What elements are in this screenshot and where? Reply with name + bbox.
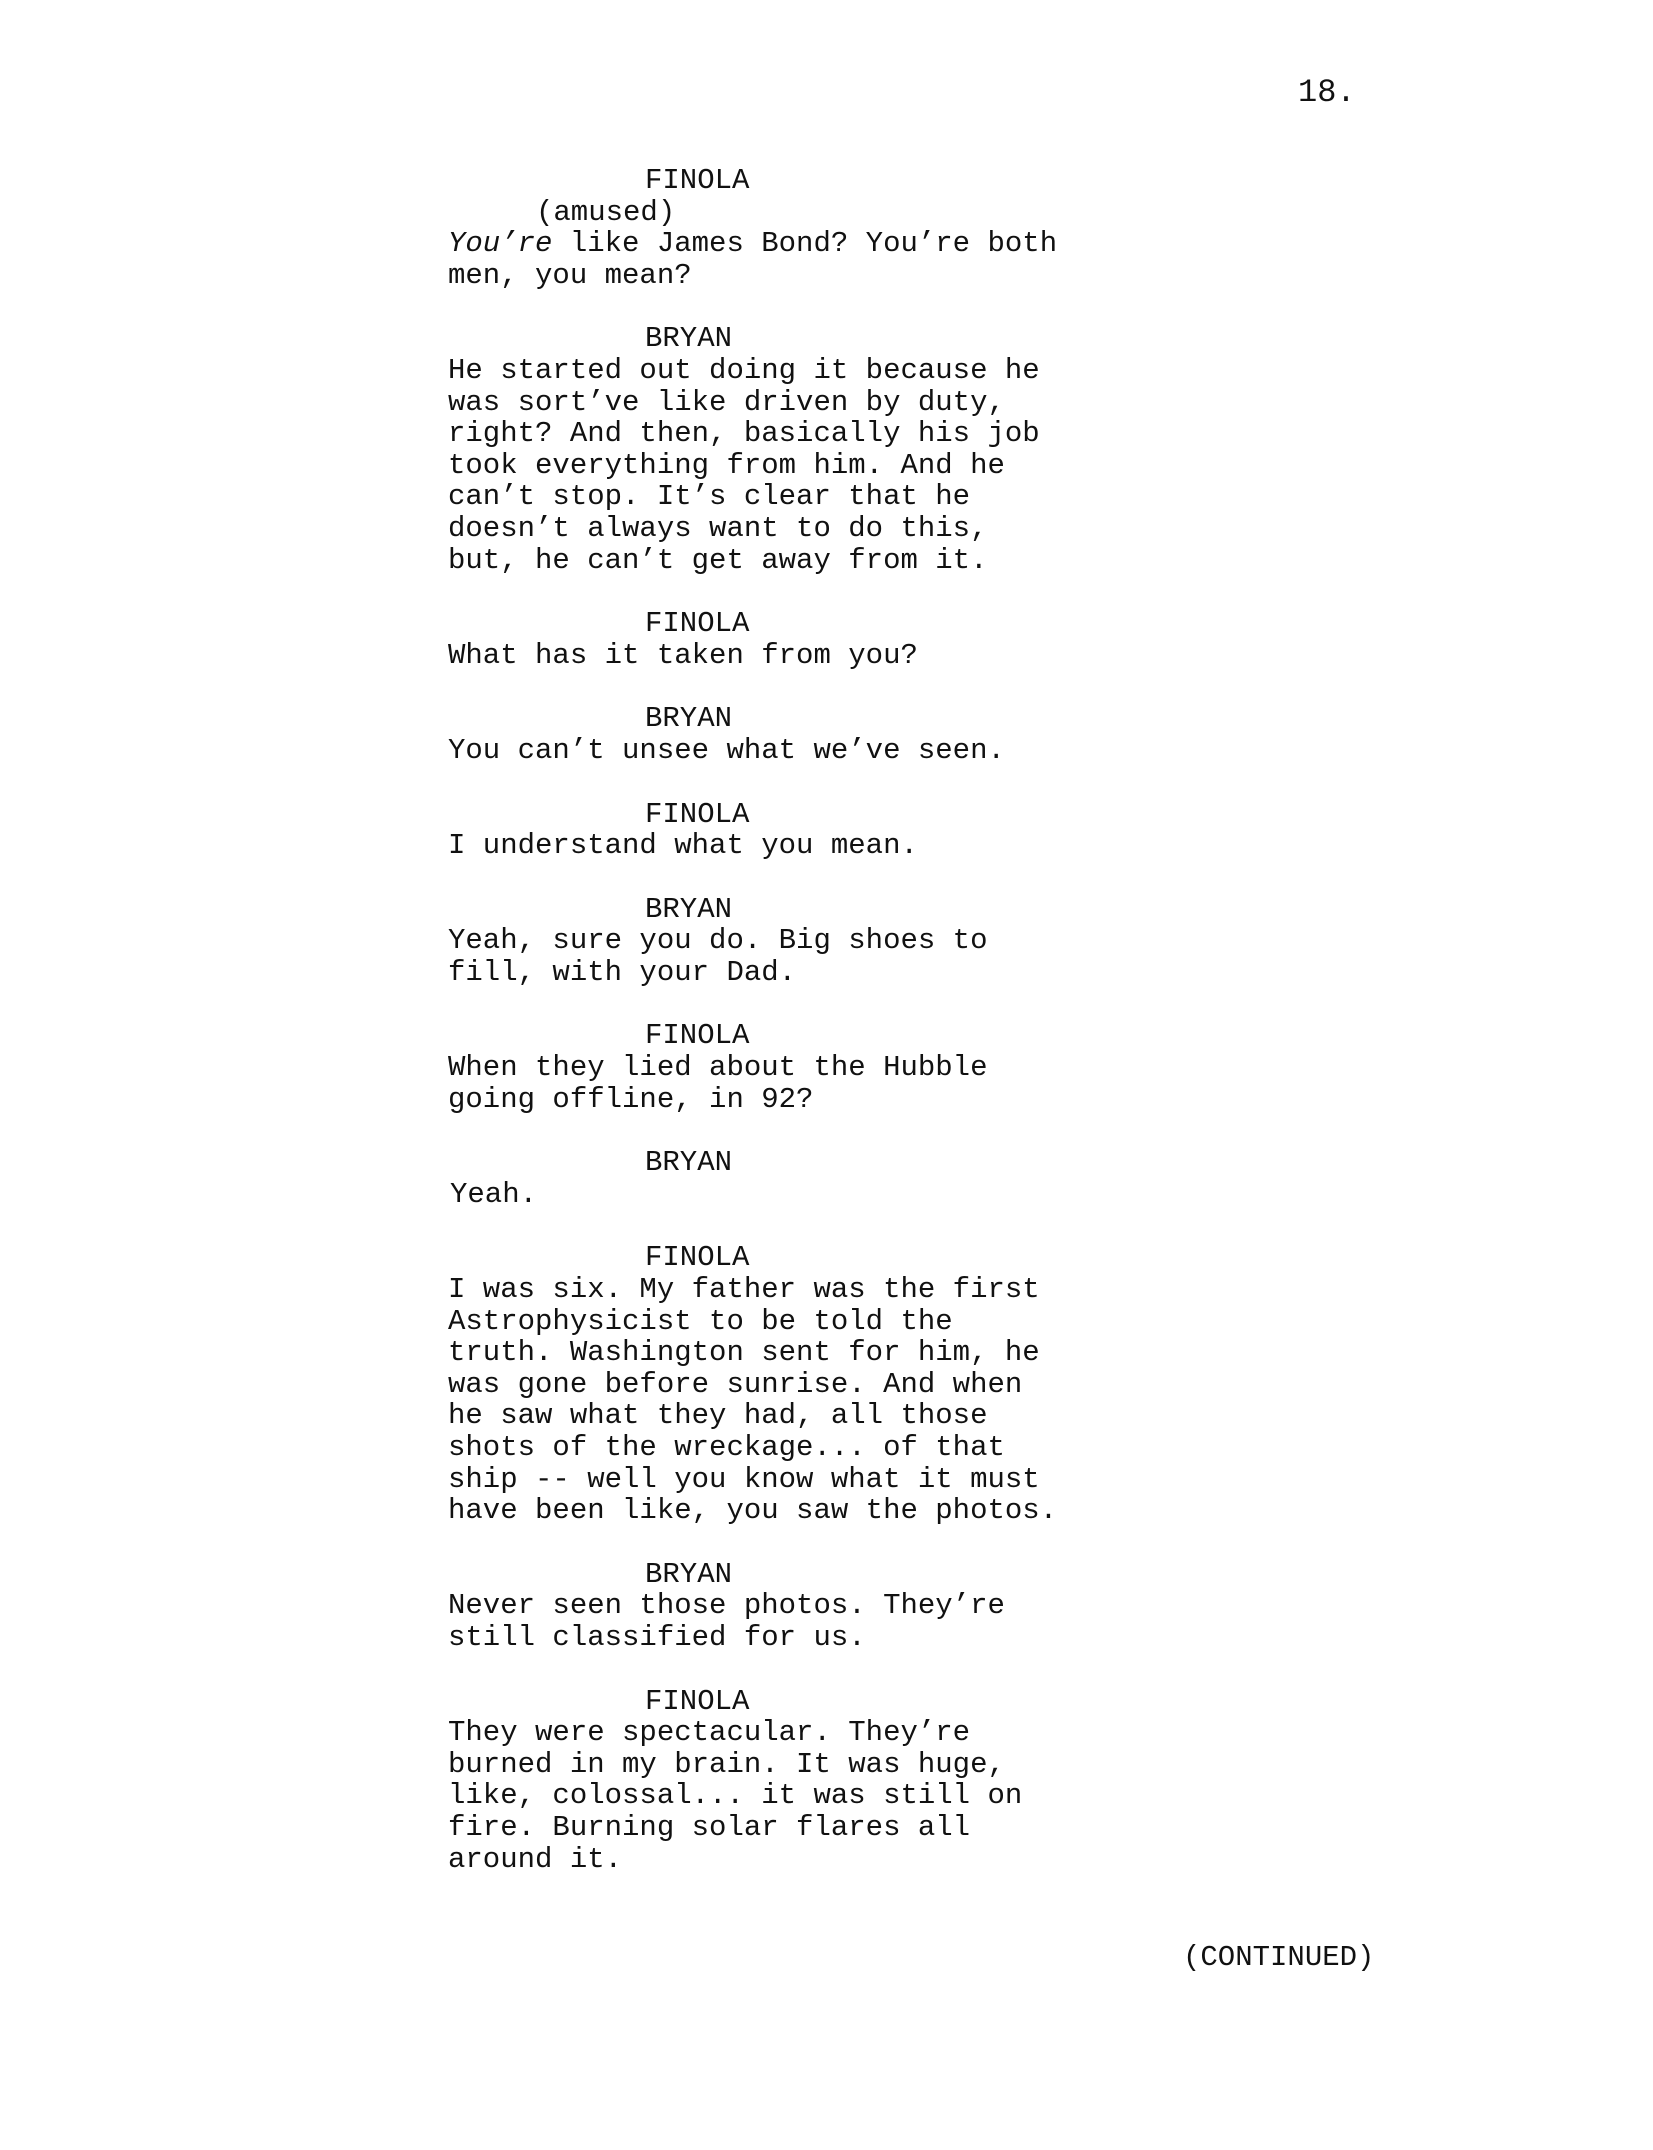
character-name: FINOLA bbox=[645, 1684, 750, 1718]
character-name: FINOLA bbox=[645, 164, 750, 197]
dialogue-text: He started out doing it because he was sort’ve like driven by duty, right? And then, basically his job took everything from him. And he can’t stop. It’s clear that he doesn’t always want to do this, but, he can’t get away from it. bbox=[448, 353, 1040, 577]
dialogue-text-rest: like James Bond? You’re both bbox=[552, 227, 1058, 261]
dialogue-text: Yeah. bbox=[450, 1177, 538, 1211]
dialogue-block bbox=[448, 323, 1228, 576]
dialogue-block bbox=[448, 1147, 1228, 1210]
character-name: FINOLA bbox=[645, 797, 750, 831]
dialogue-block bbox=[448, 1020, 1228, 1115]
dialogue-text: I understand what you mean. bbox=[448, 829, 918, 863]
dialogue-text-continued: men, you mean? bbox=[448, 258, 692, 292]
dialogue-text: Never seen those photos. They’re still classified for us. bbox=[448, 1589, 1005, 1654]
dialogue-block bbox=[448, 799, 1228, 862]
dialogue-block bbox=[448, 1559, 1228, 1654]
character-name: BRYAN bbox=[645, 322, 733, 356]
character-name: BRYAN bbox=[645, 1557, 733, 1591]
dialogue-text: I was six. My father was the first Astrophysicist to be told the truth. Washington sent for him, he was gone before sunrise. And when he saw what they had, all those shots of the wreckage... of that ship -- well you know what it must have been like, you saw the photos. bbox=[448, 1273, 1058, 1528]
character-name: FINOLA bbox=[645, 1241, 750, 1275]
dialogue-block bbox=[448, 165, 1228, 291]
character-name: FINOLA bbox=[645, 607, 750, 641]
dialogue-block bbox=[448, 608, 1228, 671]
character-name: BRYAN bbox=[645, 892, 733, 926]
character-name: BRYAN bbox=[645, 702, 733, 736]
dialogue-block bbox=[448, 894, 1228, 989]
dialogue-block bbox=[448, 703, 1228, 766]
parenthetical: (amused) bbox=[536, 195, 676, 229]
dialogue-text: They were spectacular. They’re burned in my brain. It was huge, like, colossal... it was still on fire. Burning solar flares all around it. bbox=[448, 1716, 1023, 1876]
dialogue-text bbox=[448, 228, 1228, 260]
continued-marker: (CONTINUED) bbox=[1183, 1941, 1375, 1974]
character-name: BRYAN bbox=[645, 1146, 733, 1180]
dialogue-emphasis: You’re bbox=[448, 227, 553, 261]
dialogue-block bbox=[448, 1686, 1228, 1876]
character-name: FINOLA bbox=[645, 1019, 750, 1053]
screenplay-body bbox=[448, 165, 1228, 1907]
dialogue-block bbox=[448, 1242, 1228, 1526]
dialogue-text: You can’t unsee what we’ve seen. bbox=[448, 733, 1005, 767]
dialogue-text: When they lied about the Hubble going offline, in 92? bbox=[448, 1051, 988, 1116]
page-number: 18. bbox=[1298, 74, 1356, 111]
dialogue-text: Yeah, sure you do. Big shoes to fill, with your Dad. bbox=[448, 924, 988, 989]
dialogue-text: What has it taken from you? bbox=[448, 638, 918, 672]
